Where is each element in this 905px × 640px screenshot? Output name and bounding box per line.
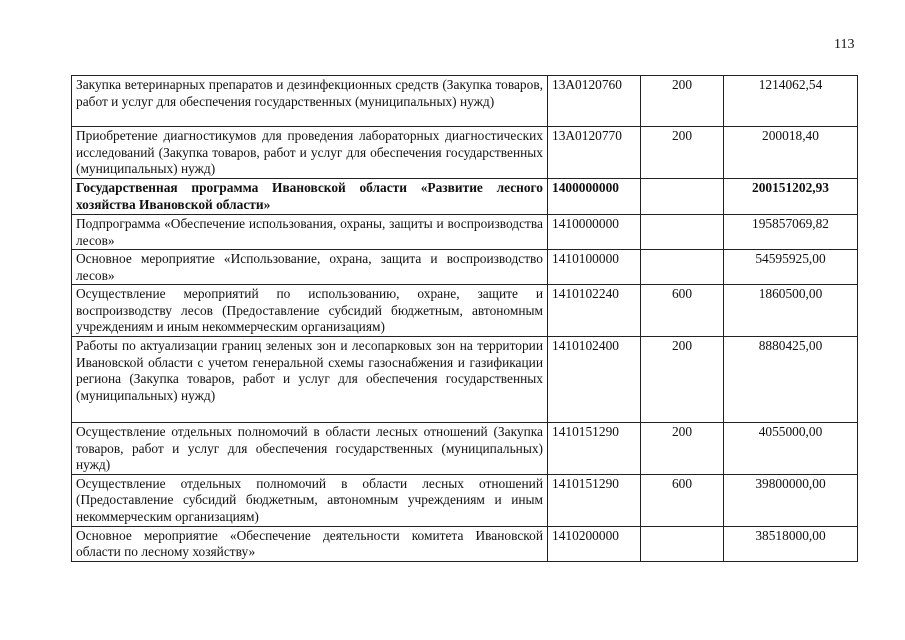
amount-cell: 1214062,54 <box>724 76 858 127</box>
program-name-cell: Основное мероприятие «Использование, охрана, защита и воспроизводство лесов» <box>72 250 548 285</box>
table-row <box>72 285 858 337</box>
target-code-cell: 1410151290 <box>548 423 641 475</box>
table-row <box>72 526 858 561</box>
table-row <box>72 127 858 179</box>
table-row <box>72 337 858 423</box>
expense-type-cell <box>641 215 724 250</box>
program-name-cell: Государственная программа Ивановской области «Развитие лесного хозяйства Ивановской области» <box>72 179 548 215</box>
program-name-cell: Осуществление отдельных полномочий в области лесных отношений (Закупка товаров, работ и услуг для обеспечения государственных (муниципальных) нужд) <box>72 423 548 475</box>
table-row <box>72 215 858 250</box>
program-name-cell: Осуществление отдельных полномочий в области лесных отношений (Предоставление субсидий бюджетным, автономным учреждениям и иным некоммерческим организациям) <box>72 474 548 526</box>
budget-table-body <box>72 76 858 562</box>
expense-type-cell: 200 <box>641 423 724 475</box>
target-code-cell: 13А0120760 <box>548 76 641 127</box>
target-code-cell: 1410200000 <box>548 526 641 561</box>
expense-type-cell: 200 <box>641 76 724 127</box>
amount-cell: 200151202,93 <box>724 179 858 215</box>
amount-cell: 8880425,00 <box>724 337 858 423</box>
amount-cell: 195857069,82 <box>724 215 858 250</box>
expense-type-cell: 600 <box>641 474 724 526</box>
target-code-cell: 1400000000 <box>548 179 641 215</box>
expense-type-cell <box>641 250 724 285</box>
table-row <box>72 423 858 475</box>
amount-cell: 54595925,00 <box>724 250 858 285</box>
page-number: 113 <box>834 37 855 52</box>
program-name-cell: Осуществление мероприятий по использованию, охране, защите и воспроизводству лесов (Предоставление субсидий бюджетным, автономным учреждениям и иным некоммерческим организациям) <box>72 285 548 337</box>
table-row <box>72 179 858 215</box>
program-name-cell: Приобретение диагностикумов для проведения лабораторных диагностических исследований (Закупка товаров, работ и услуг для обеспечения государственных (муниципальных) нужд) <box>72 127 548 179</box>
target-code-cell: 13А0120770 <box>548 127 641 179</box>
program-name-cell: Закупка ветеринарных препаратов и дезинфекционных средств (Закупка товаров, работ и услуг для обеспечения государственных (муниципальных) нужд) <box>72 76 548 127</box>
target-code-cell: 1410102240 <box>548 285 641 337</box>
program-name-cell: Подпрограмма «Обеспечение использования, охраны, защиты и воспроизводства лесов» <box>72 215 548 250</box>
expense-type-cell <box>641 179 724 215</box>
target-code-cell: 1410102400 <box>548 337 641 423</box>
table-row <box>72 250 858 285</box>
expense-type-cell: 200 <box>641 127 724 179</box>
amount-cell: 4055000,00 <box>724 423 858 475</box>
amount-cell: 1860500,00 <box>724 285 858 337</box>
budget-table <box>71 75 858 562</box>
target-code-cell: 1410000000 <box>548 215 641 250</box>
expense-type-cell <box>641 526 724 561</box>
amount-cell: 38518000,00 <box>724 526 858 561</box>
target-code-cell: 1410151290 <box>548 474 641 526</box>
table-row <box>72 76 858 127</box>
amount-cell: 200018,40 <box>724 127 858 179</box>
expense-type-cell: 200 <box>641 337 724 423</box>
target-code-cell: 1410100000 <box>548 250 641 285</box>
table-row <box>72 474 858 526</box>
amount-cell: 39800000,00 <box>724 474 858 526</box>
program-name-cell: Основное мероприятие «Обеспечение деятельности комитета Ивановской области по лесному хозяйству» <box>72 526 548 561</box>
expense-type-cell: 600 <box>641 285 724 337</box>
program-name-cell: Работы по актуализации границ зеленых зон и лесопарковых зон на территории Ивановской области с учетом генеральной схемы газоснабжения и газификации региона (Закупка товаров, работ и услуг для обеспечения государственных (муниципальных) нужд) <box>72 337 548 423</box>
